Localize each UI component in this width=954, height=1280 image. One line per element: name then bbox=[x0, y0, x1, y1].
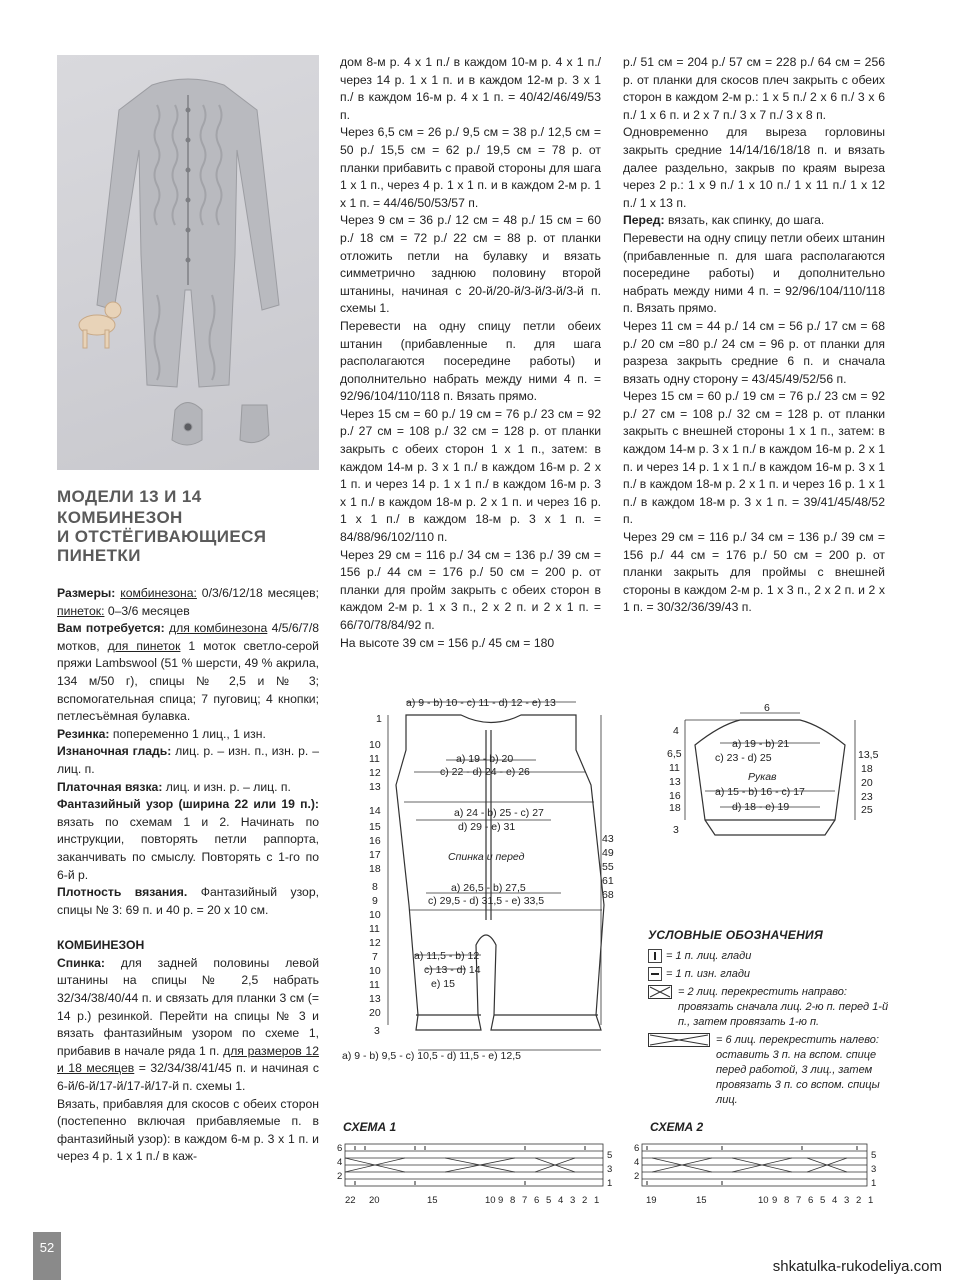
sleeve-row-2: c) 23 - d) 25 bbox=[715, 752, 772, 764]
back-label: Спинка: bbox=[57, 955, 105, 970]
scheme-1-row-r-2: 3 bbox=[607, 1164, 613, 1175]
scheme-2-col-5: 8 bbox=[784, 1195, 790, 1206]
sleeve-left-3: 13 bbox=[669, 776, 681, 788]
body-waist-dim-1: a) 24 - b) 25 - c) 27 bbox=[454, 807, 544, 819]
sleeve-row-1: a) 19 - b) 21 bbox=[732, 738, 790, 750]
scheme-2-row-r-2: 3 bbox=[871, 1164, 877, 1175]
sleeve-left-top: 4 bbox=[673, 725, 679, 737]
scheme-1-col-5: 9 bbox=[498, 1195, 504, 1206]
body-bottom-dim: a) 9 - b) 9,5 - c) 10,5 - d) 11,5 - e) 12,5 bbox=[342, 1050, 521, 1062]
stockinette-text: лиц. р. – изн. п., изн. р. – лиц. п. bbox=[57, 744, 319, 776]
mid-paragraph-1: дом 8-м р. 4 х 1 п./ в каждом 10-м р. 4 х 1 п./ через 14 р. 1 х 1 п. и в каждом 12-м р. 3 х 1 п./ в каждом 16-м р. 4 х 1 п. = 40/42/46/49/53 п. bbox=[340, 55, 601, 122]
materials-text-1: 4/5/6/7/8 мотков, bbox=[57, 621, 319, 653]
body-leg-dim-3: e) 15 bbox=[431, 978, 455, 990]
garter-label: Платочная вязка: bbox=[57, 779, 163, 794]
sizes-booties-value: 0–3/6 месяцев bbox=[107, 603, 190, 618]
sleeve-left-2: 11 bbox=[669, 762, 680, 774]
scheme-1-col-3: 15 bbox=[427, 1195, 438, 1206]
body-shoulder-dim: a) 19 - b) 20 bbox=[456, 753, 514, 765]
sleeve-right-2: 18 bbox=[861, 763, 873, 775]
sleeve-pattern-diagram bbox=[660, 700, 890, 840]
front-text: вязать, как спинку, до шага. bbox=[667, 213, 825, 228]
legend-cross-left-text: = 6 лиц. перекрестить налево: оставить 3 п. на вспом. спице перед работой, 3 лиц., затем провязать 3 п. со вспом. спицы лиц. bbox=[716, 1034, 880, 1106]
body-left-low-5: 12 bbox=[369, 937, 381, 949]
sleeve-left-4: 16 bbox=[669, 790, 681, 802]
materials-text-2: 1 моток светло-серой пряжи Lambswool (51 % шерсти, 49 % акрила, 134 м/50 г), спицы № 2,5 и № 3; вспомогательная спица; 7 пуговиц; 4 кнопки; петлесъёмная булавка. bbox=[57, 638, 319, 724]
scheme-1-col-12: 2 bbox=[582, 1195, 588, 1206]
knit-stitch-icon bbox=[648, 949, 662, 963]
rib-text: попеременно 1 лиц., 1 изн. bbox=[112, 726, 266, 741]
sizes-paragraph bbox=[57, 585, 319, 620]
legend-title: УСЛОВНЫЕ ОБОЗНАЧЕНИЯ bbox=[648, 928, 824, 942]
right-column bbox=[623, 54, 885, 617]
scheme-2-col-10: 3 bbox=[844, 1195, 850, 1206]
right-paragraph-6: Через 29 см = 116 р./ 34 см = 136 р./ 39 см = 156 р./ 44 см = 176 р./ 50 см = 200 р. от планки закрыть для проймы с внешней стороны в каждом 2-м р. 1 х 3 п., 2 х 2 п. и 2 х 1 п. = 30/32/36/39/43 п. bbox=[623, 530, 885, 615]
scheme-1-col-13: 1 bbox=[594, 1195, 600, 1206]
sleeve-label: Рукав bbox=[748, 771, 777, 783]
scheme-1-col-7: 7 bbox=[522, 1195, 528, 1206]
body-hip-dim-2: c) 29,5 - d) 31,5 - e) 33,5 bbox=[428, 895, 545, 907]
scheme-1-col-4: 10 bbox=[485, 1195, 496, 1206]
middle-column bbox=[340, 54, 601, 652]
legend-purl-text: = 1 п. изн. глади bbox=[666, 968, 751, 980]
body-left-low-2: 9 bbox=[372, 895, 378, 907]
scheme-2-row-l-3: 2 bbox=[634, 1171, 640, 1182]
body-left-leg-1: 7 bbox=[372, 951, 378, 963]
fancy-label: Фантазийный узор (ширина 22 или 19 п.): bbox=[57, 797, 319, 812]
scheme-2-col-7: 6 bbox=[808, 1195, 814, 1206]
scheme-1-col-2: 20 bbox=[369, 1195, 380, 1206]
body-left-mid-5: 18 bbox=[369, 863, 381, 875]
sleeve-left-5: 18 bbox=[669, 802, 681, 814]
body-top-dim: a) 9 - b) 10 - c) 11 - d) 12 - e) 13 bbox=[406, 697, 556, 709]
front-label: Перед: bbox=[623, 213, 665, 228]
back-sizes: для размеров 12 и 18 месяцев bbox=[57, 1043, 319, 1076]
right-paragraph-1: р./ 51 см = 204 р./ 57 см = 228 р./ 64 см = 256 р. от планки для скосов плеч закрыть с обеих сторон в каждом 2-м р.: 1 х 5 п./ 2 х 6 п./ 3 х 6 п./ 1 х 6 п. и 2 х 7 п./ 3 х 7 п./ 3 х 8 п. bbox=[623, 55, 885, 122]
fancy-text: вязать по схемам 1 и 2. Начинать по инструкции, повторять петли раппорта, заканчивать по смыслу. Повторять с 1-го по 6-й р. bbox=[57, 814, 319, 882]
site-watermark: shkatulka-rukodeliya.com bbox=[772, 1258, 942, 1275]
body-left-leg-5: 20 bbox=[369, 1007, 381, 1019]
body-right-1: 43 bbox=[602, 833, 614, 845]
body-left-mid-2: 15 bbox=[369, 821, 381, 833]
garter-text: лиц. и изн. р. – лиц. п. bbox=[165, 779, 291, 794]
sleeve-right-5: 25 bbox=[861, 804, 873, 816]
scheme-2-row-r-1: 5 bbox=[871, 1150, 877, 1161]
sizes-label: Размеры: bbox=[57, 586, 116, 600]
garter-paragraph bbox=[57, 779, 319, 797]
scheme-1-row-l-2: 4 bbox=[337, 1157, 343, 1168]
rib-label: Резинка: bbox=[57, 726, 110, 741]
body-left-top-1: 1 bbox=[376, 713, 382, 725]
sizes-booties-label: пинеток: bbox=[57, 603, 105, 618]
legend-cross-right-text: = 2 лиц. перекрестить направо: провязать сначала лиц. 2-ю п. перед 1-й п., затем провязать 1-ю п. bbox=[678, 986, 889, 1028]
left-column bbox=[57, 585, 319, 1166]
body-chest-dim: c) 22 - d) 24 - e) 26 bbox=[440, 766, 530, 778]
body-left-top-2: 10 bbox=[369, 739, 381, 751]
scheme-2-row-l-1: 6 bbox=[634, 1143, 640, 1154]
back-text-2: = 32/34/38/41/45 п. и начиная с 6-й/6-й/17-й/17-й/17-й п. схемы 1. bbox=[57, 1061, 319, 1094]
density-text: Фантазийный узор, спицы № 3: 69 п. и 40 р. = 20 х 10 см. bbox=[57, 885, 319, 917]
sleeve-top-dim: 6 bbox=[764, 702, 770, 714]
scheme-2-col-3: 10 bbox=[758, 1195, 769, 1206]
body-left-mid-1: 14 bbox=[369, 805, 381, 817]
body-right-4: 61 bbox=[602, 875, 614, 887]
body-right-5: 68 bbox=[602, 889, 614, 901]
mid-paragraph-5: Через 15 см = 60 р./ 19 см = 76 р./ 23 см = 92 р./ 27 см = 108 р./ 32 см = 128 р. от планки закрыть с обеих сторон 1 х 1 п., затем: в каждом 14-м р. 3 х 1 п./ в каждом 16-м р. 2 х 1 п. и через 14 р. 1 х 1 п./ в каждом 16-м р. 3 х 1 п./ в каждом 18-м р. 2 х 1 п. и через 16 р. 1 х 1 п./ в каждом 18-м р. 3 х 1 п. = 84/88/96/102/110 п. bbox=[340, 406, 601, 545]
scheme-2-row-l-2: 4 bbox=[634, 1157, 640, 1168]
body-left-low-1: 8 bbox=[372, 881, 378, 893]
scheme-1-col-8: 6 bbox=[534, 1195, 540, 1206]
heading-booties: ПИНЕТКИ bbox=[57, 546, 141, 565]
body-hip-dim-1: a) 26,5 - b) 27,5 bbox=[451, 882, 526, 894]
body-left-low-4: 11 bbox=[369, 923, 380, 935]
scheme-2-title: СХЕМА 2 bbox=[650, 1120, 704, 1134]
body-left-top-3: 11 bbox=[369, 753, 380, 765]
body-left-low-3: 10 bbox=[369, 909, 381, 921]
materials-paragraph bbox=[57, 620, 319, 726]
product-photo bbox=[57, 55, 319, 470]
body-left-mid-3: 16 bbox=[369, 835, 381, 847]
sizes-overall-value: 0/3/6/12/18 месяцев; bbox=[201, 586, 320, 600]
article-heading bbox=[57, 487, 319, 565]
fancy-paragraph bbox=[57, 796, 319, 884]
legend-cross-left bbox=[648, 1033, 898, 1108]
stockinette-paragraph bbox=[57, 743, 319, 778]
heading-romper: КОМБИНЕЗОН bbox=[57, 508, 183, 527]
body-left-top-5: 13 bbox=[369, 781, 381, 793]
materials-label: Вам потребуется: bbox=[57, 621, 165, 636]
right-paragraph-2: Одновременно для выреза горловины закрыть средние 14/14/16/18/18 п. и вязать далее раздельно, закрыв по краям выреза через 2 р.: 1 х 9 п./ 1 х 10 п./ 1 х 11 п./ 1 х 12 п./ 1 х 13 п. bbox=[623, 125, 885, 210]
sleeve-left-1: 6,5 bbox=[667, 748, 682, 760]
sleeve-right-1: 13,5 bbox=[858, 749, 879, 761]
right-paragraph-3: Перевести на одну спицу петли обеих штанин (прибавленные п. для шага располагаются посередине работы) и дополнительно набрать между ними 4 п. = 92/96/104/110/118 п. Вязать прямо. bbox=[623, 230, 885, 316]
back-paragraph bbox=[57, 955, 319, 1096]
body-right-3: 55 bbox=[602, 861, 614, 873]
scheme-2-col-12: 1 bbox=[868, 1195, 874, 1206]
body-left-mid-4: 17 bbox=[369, 849, 381, 861]
legend-purl bbox=[648, 967, 898, 982]
scheme-2-col-8: 5 bbox=[820, 1195, 826, 1206]
scheme-2-col-11: 2 bbox=[856, 1195, 862, 1206]
cross-right-icon bbox=[648, 985, 672, 999]
body-left-leg-4: 13 bbox=[369, 993, 381, 1005]
scheme-1-title: СХЕМА 1 bbox=[343, 1120, 397, 1134]
scheme-2-row-r-3: 1 bbox=[871, 1178, 877, 1189]
mid-paragraph-3: Через 9 см = 36 р./ 12 см = 48 р./ 15 см = 60 р./ 18 см = 72 р./ 22 см = 88 р. от планки отложить петли на булавку и вязать симметрично заднюю половину второй штанины, начиная с 20-й/20-й/3-й/3-й/3-й п. схемы 1. bbox=[340, 213, 601, 316]
body-pattern-diagram bbox=[336, 690, 636, 1070]
body-leg-dim-1: a) 11,5 - b) 12 bbox=[414, 950, 480, 962]
scheme-1-row-r-1: 5 bbox=[607, 1150, 613, 1161]
rib-paragraph bbox=[57, 726, 319, 744]
scheme-2-col-4: 9 bbox=[772, 1195, 778, 1206]
mid-paragraph-4: Перевести на одну спицу петли обеих штанин (прибавленные п. для шага располагаются посередине работы) и дополнительно набрать между ними 4 п. = 92/96/104/110/118 п. Вязать прямо. bbox=[340, 318, 601, 404]
body-right-2: 49 bbox=[602, 847, 614, 859]
density-paragraph bbox=[57, 884, 319, 919]
scheme-1-col-9: 5 bbox=[546, 1195, 552, 1206]
legend-knit-text: = 1 п. лиц. глади bbox=[666, 950, 752, 962]
scheme-2-col-9: 4 bbox=[832, 1195, 838, 1206]
legend bbox=[648, 928, 898, 1108]
density-label: Плотность вязания. bbox=[57, 885, 188, 900]
sleeve-row-4: d) 18 - e) 19 bbox=[732, 801, 790, 813]
sleeve-right-3: 20 bbox=[861, 777, 873, 789]
scheme-1-row-l-3: 2 bbox=[337, 1171, 343, 1182]
scheme-1-col-11: 3 bbox=[570, 1195, 576, 1206]
sizes-overall-label: комбинезона: bbox=[120, 586, 197, 600]
body-left-band: 3 bbox=[374, 1025, 380, 1037]
back-paragraph-2: Вязать, прибавляя для скосов с обеих сторон (постепенно включая прибавляемые п. в фантазийный узор): в каждом 6-м р. 3 х 1 п. и через 4 р. 1 х 1 п./ в каж- bbox=[57, 1096, 319, 1164]
stockinette-label: Изнаночная гладь: bbox=[57, 744, 172, 759]
scheme-1-row-l-1: 6 bbox=[337, 1143, 343, 1154]
body-waist-dim-2: d) 29 - e) 31 bbox=[458, 821, 516, 833]
body-left-top-4: 12 bbox=[369, 767, 381, 779]
legend-knit bbox=[648, 949, 898, 964]
materials-booties-label: для пинеток bbox=[107, 638, 181, 653]
scheme-2-col-2: 15 bbox=[696, 1195, 707, 1206]
mid-paragraph-7: На высоте 39 см = 156 р./ 45 см = 180 bbox=[340, 635, 555, 650]
back-text-1: для задней половины левой штанины на спицы № 2,5 набрать 32/34/38/40/44 п. и связать для планки 3 см (= 14 р.) резинкой. Перейти на спицы № 3 и вязать фантазийным узором по схеме 1, прибавив в начале ряда 1 п. bbox=[57, 955, 320, 1058]
heading-and: И ОТСТЁГИВАЮЩИЕСЯ bbox=[57, 527, 267, 546]
scheme-2-col-6: 7 bbox=[796, 1195, 802, 1206]
mid-paragraph-2: Через 6,5 см = 26 р./ 9,5 см = 38 р./ 12,5 см = 50 р./ 15,5 см = 62 р./ 19,5 см = 78 р. от планки прибавить с правой стороны для шага 1 х 1 п., через 4 р. 1 х 1 п. и в каждом 2-м р. 1 х 1 п. = 44/46/50/53/57 п. bbox=[340, 125, 601, 210]
scheme-1-col-10: 4 bbox=[558, 1195, 564, 1206]
legend-cross-right bbox=[648, 985, 898, 1030]
body-left-leg-3: 11 bbox=[369, 979, 380, 991]
front-paragraph bbox=[623, 212, 885, 230]
sleeve-row-3: a) 15 - b) 16 - c) 17 bbox=[715, 786, 805, 798]
body-leg-dim-2: c) 13 - d) 14 bbox=[424, 964, 481, 976]
body-left-leg-2: 10 bbox=[369, 965, 381, 977]
page-number: 52 bbox=[39, 1240, 55, 1255]
right-paragraph-4: Через 11 см = 44 р./ 14 см = 56 р./ 17 см = 68 р./ 20 см =80 р./ 24 см = 96 р. от планки для разреза закрыть средние 6 п. и сначала вязать одну сторону = 43/45/49/52/56 п. bbox=[623, 318, 885, 386]
scheme-1-chart bbox=[335, 1138, 620, 1210]
scheme-1-col-1: 22 bbox=[345, 1195, 356, 1206]
sleeve-left-band: 3 bbox=[673, 824, 679, 836]
purl-stitch-icon bbox=[648, 967, 662, 981]
scheme-1-col-6: 8 bbox=[510, 1195, 516, 1206]
right-paragraph-5: Через 15 см = 60 р./ 19 см = 76 р./ 23 см = 92 р./ 27 см = 108 р./ 32 см = 128 р. от планки закрыть с внешней стороны 1 х 1 п., затем: в каждом 14-м р. 3 х 1 п./ в каждом 16-м р. 2 х 1 п. и через 14 р. 1 х 1 п./ в каждом 16-м р. 3 х 1 п./ в каждом 18-м р. 2 х 1 п. и через 16 р. 1 х 1 п./ в каждом 18-м р. 3 х 1 п. = 39/41/45/48/52 п. bbox=[623, 389, 885, 527]
heading-models: МОДЕЛИ 13 И 14 bbox=[57, 487, 202, 506]
body-piece-label: Спинка и перед bbox=[448, 851, 525, 863]
cross-left-icon bbox=[648, 1033, 710, 1047]
scheme-2-chart bbox=[632, 1138, 882, 1210]
materials-overall-label: для комбинезона bbox=[168, 621, 268, 636]
mid-paragraph-6: Через 29 см = 116 р./ 34 см = 136 р./ 39 см = 156 р./ 44 см = 176 р./ 50 см = 200 р. от планки для пройм закрыть с обеих сторон в каждом 2-м р. 1 х 3 п., 2 х 2 п. и 2 х 1 п. = 66/70/78/84/92 п. bbox=[340, 547, 601, 632]
scheme-2-col-1: 19 bbox=[646, 1195, 657, 1206]
sleeve-right-4: 23 bbox=[861, 791, 873, 803]
scheme-1-row-r-3: 1 bbox=[607, 1178, 613, 1189]
section-romper: КОМБИНЕЗОН bbox=[57, 938, 145, 953]
